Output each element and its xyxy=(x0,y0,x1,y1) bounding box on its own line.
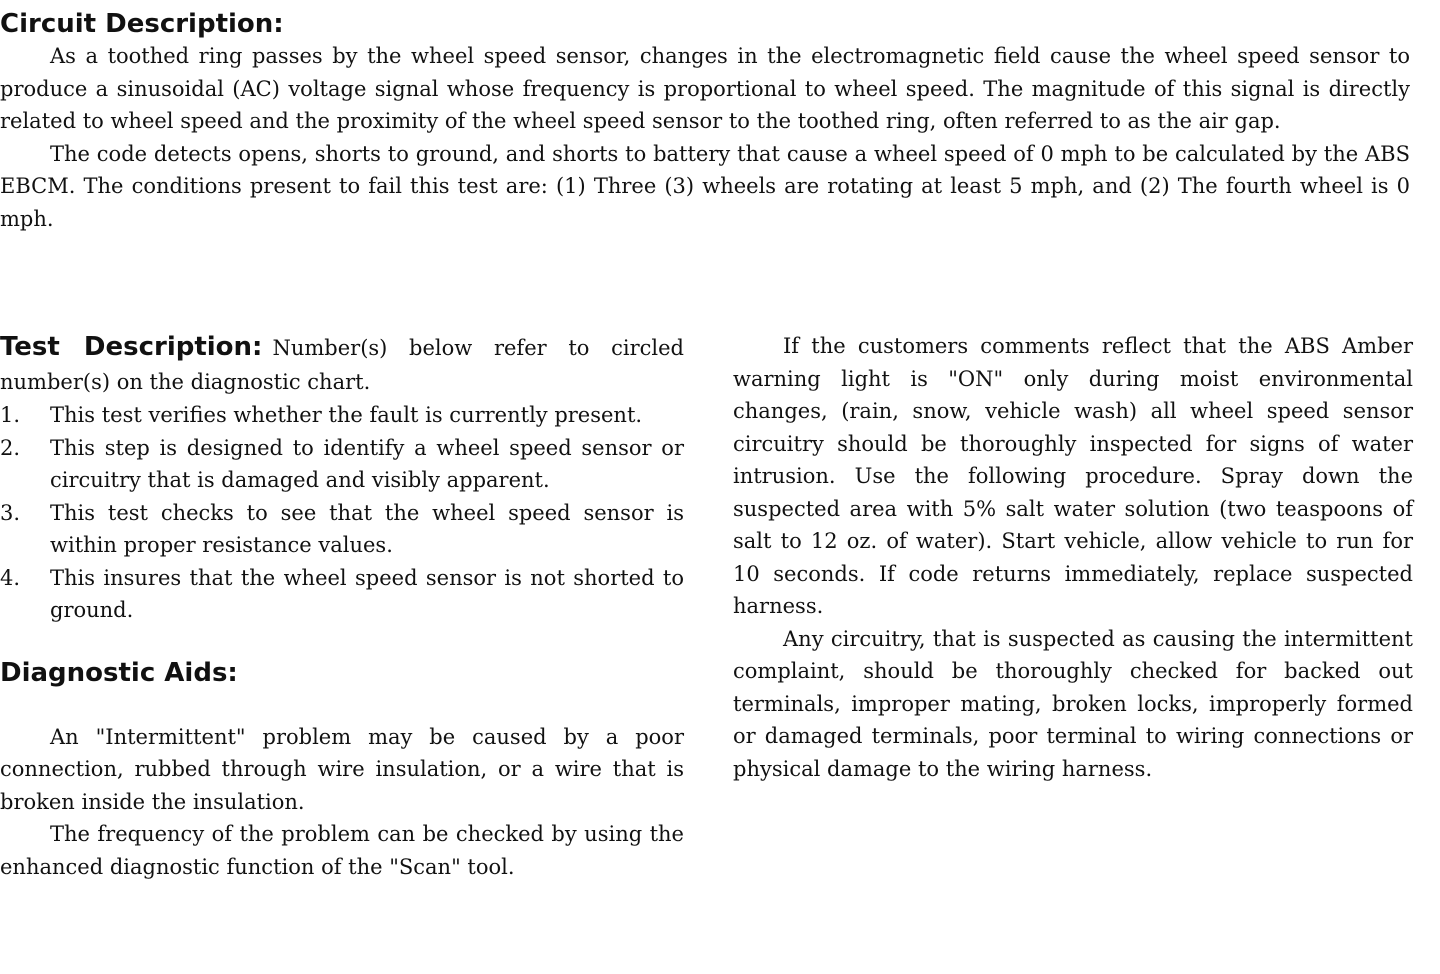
test-steps-list xyxy=(0,399,684,627)
test-step-text: This step is designed to identify a wheel speed sensor or circuitry that is damaged and visibly apparent. xyxy=(50,435,684,492)
left-column xyxy=(0,330,684,883)
test-step-number: 3. xyxy=(0,500,21,525)
test-step-text: This test checks to see that the wheel speed sensor is within proper resistance values. xyxy=(50,500,684,557)
test-description-intro: Number(s) below refer to circled number(s) on the diagnostic chart. xyxy=(0,336,684,394)
diagnostic-aids-paragraph-1: An "Intermittent" problem may be caused by a poor connection, rubbed through wire insulation, or a wire that is broken inside the insulation. xyxy=(0,724,684,814)
circuit-description-section xyxy=(0,4,1410,235)
test-step-number: 4. xyxy=(0,565,21,590)
right-column xyxy=(733,330,1413,785)
moisture-procedure-paragraph: If the customers comments reflect that the ABS Amber warning light is "ON" only during moist environmental changes, (rain, snow, vehicle wash) all wheel speed sensor circuitry should be thoroughly inspected for signs of water intrusion. Use the following procedure. Spray down the suspected area with 5% salt water solution (two teaspoons of salt to 12 oz. of water). Start vehicle, allow vehicle to run for 10 seconds. If code returns immediately, replace suspected harness. xyxy=(733,334,1413,618)
test-step-item xyxy=(0,497,684,562)
test-step-item xyxy=(0,432,684,497)
circuit-description-paragraph-1: As a toothed ring passes by the wheel speed sensor, changes in the electromagnetic field cause the wheel speed sensor to produce a sinusoidal (AC) voltage signal whose frequency is proportional to wheel speed. The magnitude of this signal is directly related to wheel speed and the proximity of the wheel speed sensor to the toothed ring, often referred to as the air gap. xyxy=(0,44,1410,133)
test-step-text: This insures that the wheel speed sensor is not shorted to ground. xyxy=(50,565,684,622)
circuit-description-paragraph-2: The code detects opens, shorts to ground, and shorts to battery that cause a wheel speed of 0 mph to be calculated by the ABS EBCM. The conditions present to fail this test are: (1) Three (3) wheels are rotating at least 5 mph, and (2) The fourth wheel is 0 mph. xyxy=(0,141,1410,231)
test-step-number: 2. xyxy=(0,435,21,460)
test-step-text: This test verifies whether the fault is currently present. xyxy=(50,403,643,427)
test-step-number: 1. xyxy=(0,403,21,427)
diagnostic-aids-paragraph-2: The frequency of the problem can be checked by using the enhanced diagnostic function of the "Scan" tool. xyxy=(0,822,684,879)
diagnostic-aids-heading: Diagnostic Aids: xyxy=(0,657,238,688)
test-step-item xyxy=(0,562,684,627)
test-description-heading: Test Description: xyxy=(0,332,263,362)
test-step-item xyxy=(0,399,684,432)
intermittent-check-paragraph: Any circuitry, that is suspected as causing the intermittent complaint, should be thoroughly checked for backed out terminals, improper mating, broken locks, improperly formed or damaged terminals, poor terminal to wiring connections or physical damage to the wiring harness. xyxy=(733,626,1413,781)
circuit-description-heading: Circuit Description: xyxy=(0,9,284,39)
test-description-intro-line xyxy=(0,330,684,399)
